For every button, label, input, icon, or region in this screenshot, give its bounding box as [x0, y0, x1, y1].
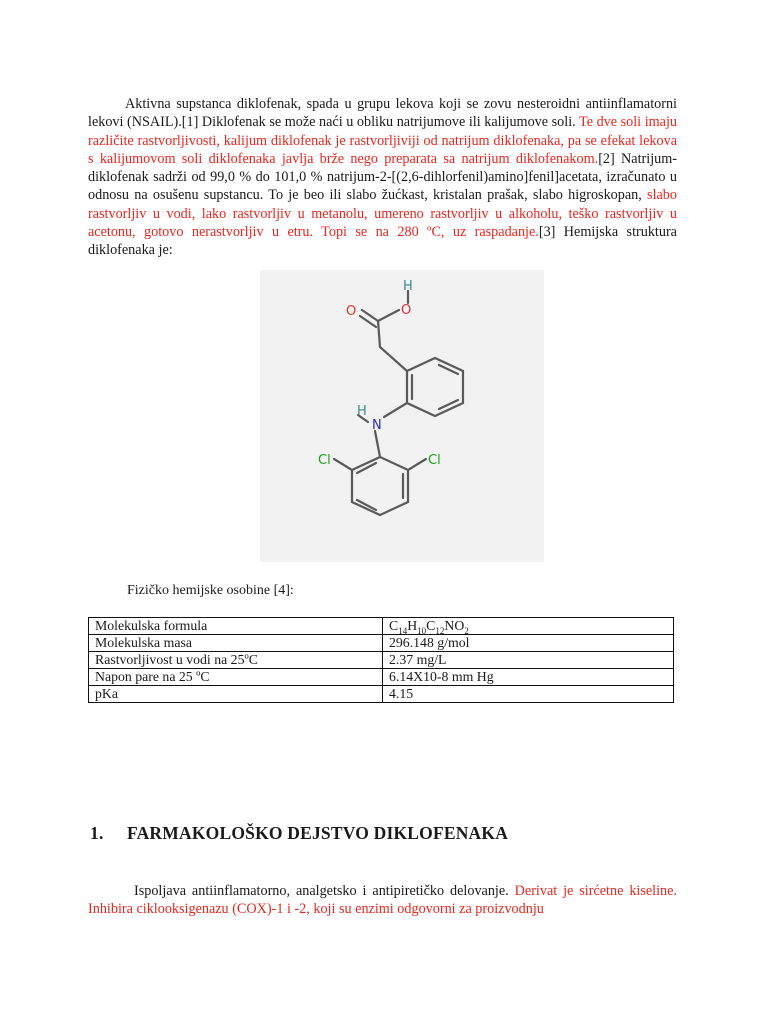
- body-paragraph: [88, 882, 677, 919]
- highlighted-text: Te dve soli imaju različite rastvorljivosti, kalijum diklofenak je rastvorljiviji od natrijum diklofenaka, pa se efekat lekova s kalijumovom soli diklofenaka javlja brže nego preparata sa natrijum diklofenakom.: [88, 114, 678, 167]
- property-label: Molekulska formula: [89, 618, 383, 635]
- hydrogen-atom-label: H: [357, 404, 367, 419]
- nitrogen-atom-label: N: [372, 418, 382, 433]
- paragraph-text: [2] Natrijum-diklofenak sadrži od 99,0 % do 101,0 % natrijum-2-[(2,6-dihlorfenil)amino]fenil]acetata, izračunato u odnosu na osušenu supstancu. To je beo ili slabo žućkast, kristalan prašak, slabo higroskopan,: [88, 150, 677, 204]
- property-label: Rastvorljivost u vodi na 25ºC: [89, 652, 383, 669]
- intro-paragraph: [88, 95, 677, 260]
- table-row: [89, 669, 674, 686]
- property-value: 2.37 mg/L: [383, 652, 674, 669]
- hydrogen-atom-label: H: [403, 279, 413, 294]
- property-label: Molekulska masa: [89, 635, 383, 652]
- chlorine-atom-label: Cl: [318, 453, 331, 468]
- paragraph-text: [3] Hemijska struktura diklofenaka je:: [88, 224, 677, 259]
- property-value: 6.14X10-8 mm Hg: [383, 669, 674, 686]
- paragraph-text: Aktivna supstanca diklofenak, spada u grupu lekova koji se zovu nesteroidni antiinflamatorni lekovi (NSAIL).[1] Diklofenak se može naći u obliku natrijumove ili kalijumove soli.: [88, 96, 677, 131]
- oxygen-atom-label: O: [346, 304, 357, 319]
- section-title: FARMAKOLOŠKO DEJSTVO DIKLOFENAKA: [127, 823, 509, 843]
- properties-table: [88, 617, 674, 703]
- highlighted-text: slabo rastvorljiv u vodi, lako rastvorljiv u metanolu, umereno rastvorljiv u alkoholu, teško rastvorljiv u acetonu, gotovo nerastvorljiv u etru. Topi se na 280 ºC, uz raspadanje.: [88, 187, 677, 241]
- property-label: pKa: [89, 686, 383, 703]
- property-value: $C_{14}H_{10}C_{12}NO_2$: [383, 618, 674, 635]
- table-row: [89, 652, 674, 669]
- property-value: 4.15: [383, 686, 674, 703]
- paragraph-text: Ispoljava antiinflamatorno, analgetsko i antipiretičko delovanje.: [134, 883, 509, 899]
- section-number: 1.: [90, 823, 104, 843]
- table-row: [89, 686, 674, 703]
- property-value: 296.148 g/mol: [383, 635, 674, 652]
- property-label: Napon pare na 25 ºC: [89, 669, 383, 686]
- table-row: [89, 618, 674, 635]
- table-row: [89, 635, 674, 652]
- highlighted-text: Derivat je sirćetne kiseline. Inhibira ciklooksigenazu (COX)-1 i -2, koji su enzimi odgovorni za proizvodnju: [88, 883, 677, 918]
- chlorine-atom-label: Cl: [428, 453, 441, 468]
- table-caption: Fizičko hemijske osobine [4]:: [127, 583, 294, 598]
- diclofenac-structure-figure: [260, 270, 544, 562]
- section-heading: [90, 823, 508, 844]
- oxygen-atom-label: O: [401, 303, 412, 318]
- chemical-structure-diagram: [260, 270, 544, 562]
